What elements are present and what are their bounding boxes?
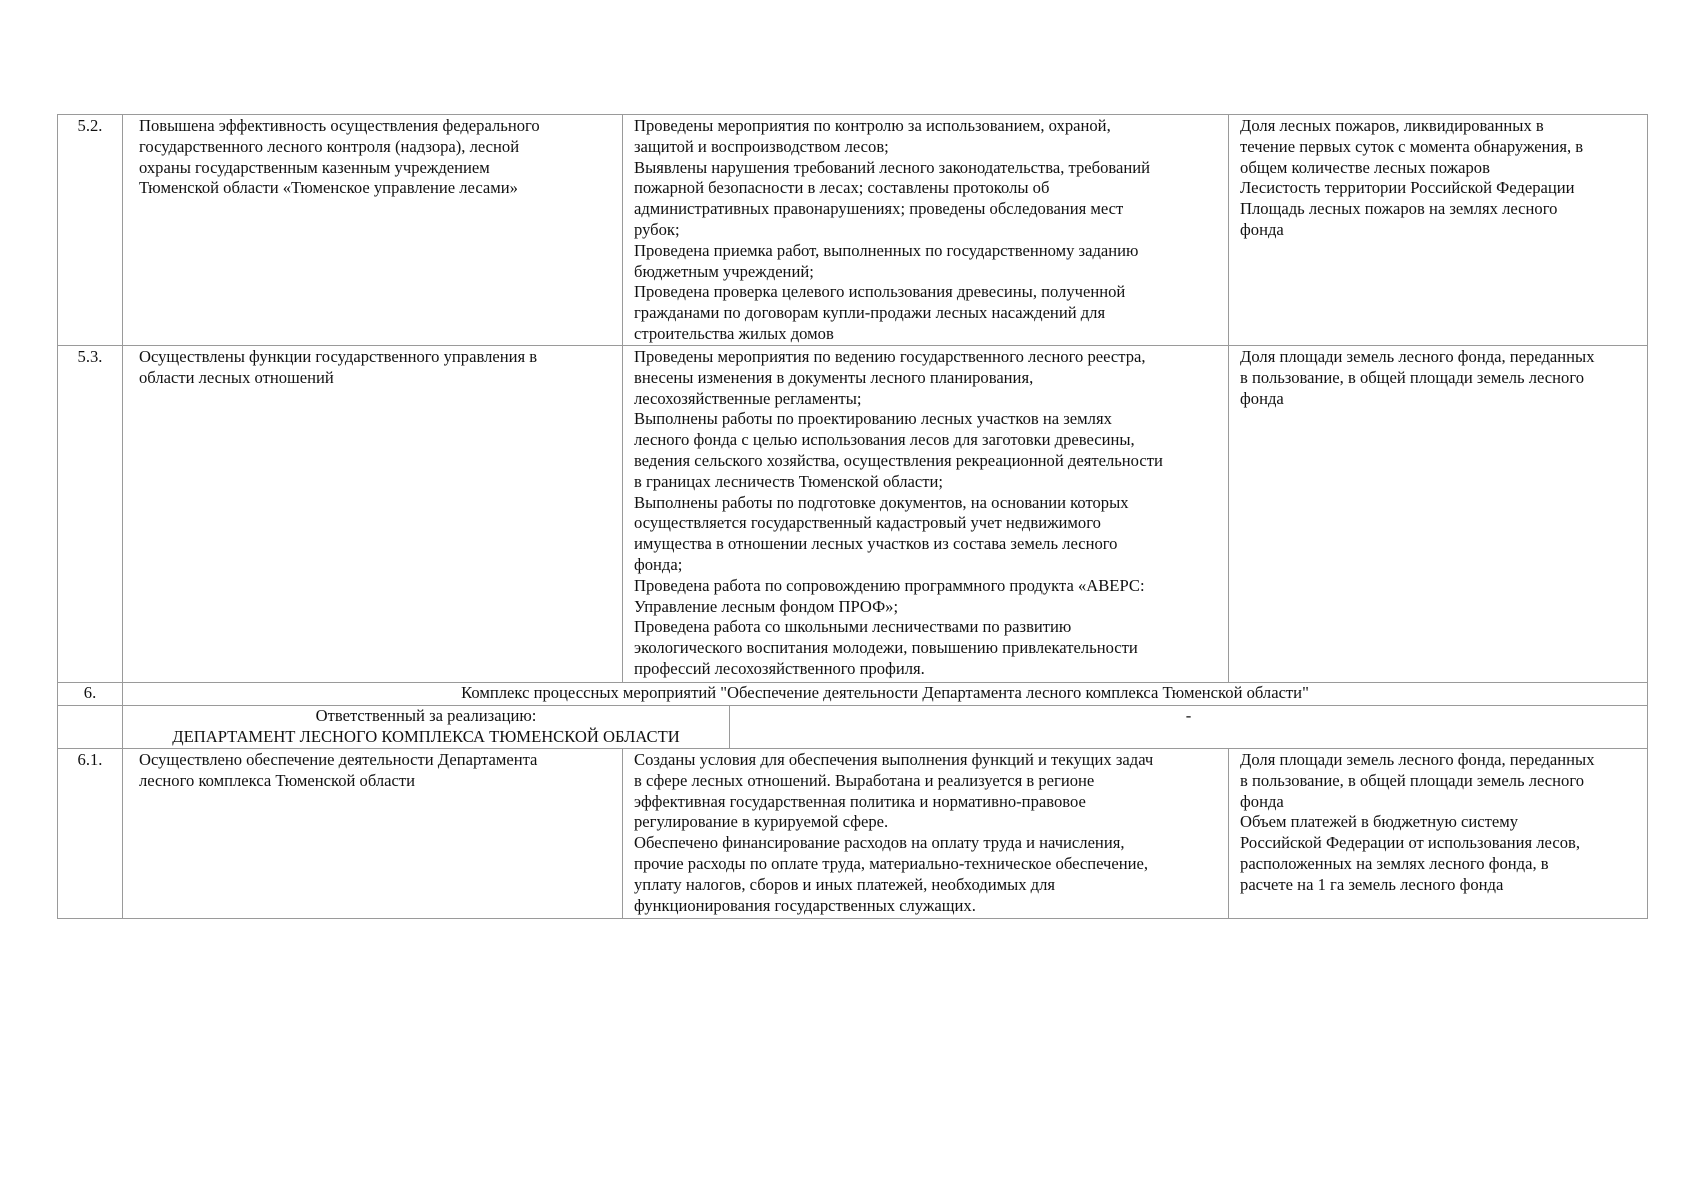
result-line: охраны государственным казенным учреждением xyxy=(139,157,490,177)
measures-line: осуществляется государственный кадастровый учет недвижимого xyxy=(634,513,1101,533)
responsible-label: Ответственный за реализацию: xyxy=(315,706,537,725)
indicator-line: Доля лесных пожаров, ликвидированных в xyxy=(1240,116,1544,135)
measures-line: Выявлены нарушения требований лесного законодательства, требований xyxy=(634,157,1151,177)
indicator-line: фонда xyxy=(1240,388,1284,408)
indicator-line: Площадь лесных пожаров на землях лесного xyxy=(1240,199,1558,219)
measures-line: профессий лесохозяйственного профиля. xyxy=(634,658,925,678)
result-cell xyxy=(123,749,623,919)
measures-line: Проведена проверка целевого использования древесины, полученной xyxy=(634,282,1126,302)
table-row-6-1 xyxy=(58,749,1648,919)
measures-line: Проведена работа со школьными лесничествами по развитию xyxy=(634,617,1072,637)
section-6-title-row xyxy=(58,683,1648,706)
section-title: Комплекс процессных мероприятий "Обеспечение деятельности Департамента лесного комплекса Тюменской области" xyxy=(123,683,1648,706)
measures-line: административных правонарушениях; проведены обследования мест xyxy=(634,199,1124,219)
indicator-line: в пользование, в общей площади земель лесного xyxy=(1240,367,1585,387)
measures-line: прочие расходы по оплате труда, материально-техническое обеспечение, xyxy=(634,853,1149,873)
measures-cell xyxy=(623,115,1229,346)
result-line: Повышена эффективность осуществления федерального xyxy=(139,116,540,135)
responsible-cell xyxy=(123,706,730,749)
measures-cell xyxy=(623,749,1229,919)
result-cell xyxy=(123,346,623,683)
responsible-name: ДЕПАРТАМЕНТ ЛЕСНОГО КОМПЛЕКСА ТЮМЕНСКОЙ ОБЛАСТИ xyxy=(172,726,680,746)
measures-line: Управление лесным фондом ПРОФ»; xyxy=(634,596,899,616)
measures-line: имущества в отношении лесных участков из состава земель лесного xyxy=(634,534,1118,554)
indicator-line: Российской Федерации от использования лесов, xyxy=(1240,833,1580,853)
indicator-line: Объем платежей в бюджетную систему xyxy=(1240,812,1519,832)
measures-line: экологического воспитания молодежи, повышению привлекательности xyxy=(634,638,1138,658)
indicator-line: Доля площади земель лесного фонда, переданных xyxy=(1240,750,1595,769)
indicator-line: фонда xyxy=(1240,791,1284,811)
indicator-line: расположенных на землях лесного фонда, в xyxy=(1240,853,1549,873)
indicators-cell xyxy=(1229,115,1648,346)
measures-line: Проведены мероприятия по контролю за использованием, охраной, xyxy=(634,116,1111,135)
measures-line: Созданы условия для обеспечения выполнения функций и текущих задач xyxy=(634,750,1154,769)
indicators-cell xyxy=(1229,749,1648,919)
row-number: 6.1. xyxy=(58,749,123,919)
result-cell xyxy=(123,115,623,346)
row-number: 5.3. xyxy=(58,346,123,683)
row-number: 5.2. xyxy=(58,115,123,346)
indicator-line: в пользование, в общей площади земель лесного xyxy=(1240,770,1585,790)
measures-line: Проведена работа по сопровождению программного продукта «АВЕРС: xyxy=(634,575,1145,595)
section-number: 6. xyxy=(58,683,123,706)
report-table xyxy=(57,114,1648,919)
table-row-5-2 xyxy=(58,115,1648,346)
result-line: Тюменской области «Тюменское управление лесами» xyxy=(139,178,518,198)
measures-line: Обеспечено финансирование расходов на оплату труда и начисления, xyxy=(634,833,1125,853)
measures-line: Выполнены работы по проектированию лесных участков на землях xyxy=(634,409,1112,429)
measures-line: фонда; xyxy=(634,554,683,574)
measures-line: Проведены мероприятия по ведению государственного лесного реестра, xyxy=(634,347,1146,366)
measures-line: защитой и воспроизводством лесов; xyxy=(634,136,889,156)
measures-line: пожарной безопасности в лесах; составлены протоколы об xyxy=(634,178,1050,198)
measures-line: уплату налогов, сборов и иных платежей, необходимых для xyxy=(634,874,1056,894)
measures-cell xyxy=(623,346,1229,683)
indicator-line: Доля площади земель лесного фонда, переданных xyxy=(1240,347,1595,366)
result-line: Осуществлено обеспечение деятельности Департамента xyxy=(139,750,538,769)
result-line: Осуществлены функции государственного управления в xyxy=(139,347,538,366)
result-line: лесного комплекса Тюменской области xyxy=(139,770,416,790)
measures-line: в сфере лесных отношений. Выработана и реализуется в регионе xyxy=(634,770,1095,790)
indicator-line: общем количестве лесных пожаров xyxy=(1240,157,1490,177)
measures-line: лесного фонда с целью использования лесов для заготовки древесины, xyxy=(634,430,1135,450)
indicator-line: Лесистость территории Российской Федерации xyxy=(1240,178,1575,198)
measures-line: в границах лесничеств Тюменской области; xyxy=(634,471,944,491)
measures-line: функционирования государственных служащих. xyxy=(634,895,976,915)
responsible-row xyxy=(58,706,1648,749)
table-row-5-3 xyxy=(58,346,1648,683)
measures-line: Проведена приемка работ, выполненных по государственному заданию xyxy=(634,240,1139,260)
measures-line: регулирование в курируемой сфере. xyxy=(634,812,889,832)
measures-line: ведения сельского хозяйства, осуществления рекреационной деятельности xyxy=(634,450,1163,470)
responsible-right-cell: - xyxy=(730,706,1648,749)
measures-line: эффективная государственная политика и нормативно-правовое xyxy=(634,791,1086,811)
measures-line: гражданами по договорам купли-продажи лесных насаждений для xyxy=(634,303,1106,323)
indicator-line: фонда xyxy=(1240,219,1284,239)
result-line: области лесных отношений xyxy=(139,367,334,387)
indicators-cell xyxy=(1229,346,1648,683)
measures-line: внесены изменения в документы лесного планирования, xyxy=(634,367,1034,387)
measures-line: лесохозяйственные регламенты; xyxy=(634,388,862,408)
measures-line: рубок; xyxy=(634,219,680,239)
measures-line: строительства жилых домов xyxy=(634,323,834,343)
empty-cell xyxy=(58,706,123,749)
measures-line: бюджетным учреждений; xyxy=(634,261,814,281)
result-line: государственного лесного контроля (надзора), лесной xyxy=(139,136,520,156)
indicator-line: течение первых суток с момента обнаружения, в xyxy=(1240,136,1584,156)
indicator-line: расчете на 1 га земель лесного фонда xyxy=(1240,874,1504,894)
measures-line: Выполнены работы по подготовке документов, на основании которых xyxy=(634,492,1129,512)
